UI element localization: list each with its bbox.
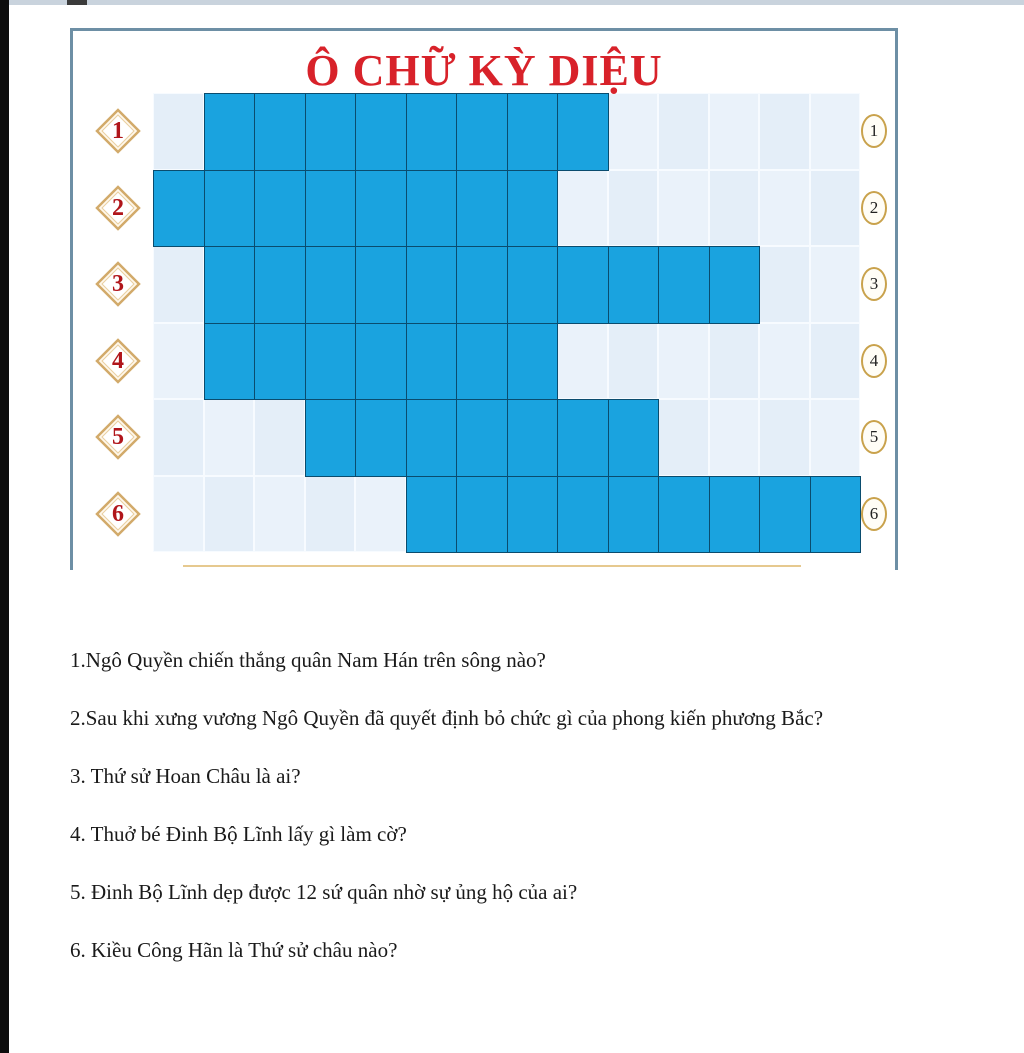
row-number-left: 2 bbox=[112, 194, 124, 221]
grid-background-cell bbox=[153, 93, 204, 170]
frame-decoration bbox=[183, 565, 801, 570]
answer-cell-row-3[interactable] bbox=[406, 246, 458, 324]
crossword-grid bbox=[73, 31, 895, 570]
row-number-badge-right[interactable]: 6 bbox=[861, 497, 887, 531]
grid-background-cell bbox=[709, 170, 760, 247]
answer-cell-row-5[interactable] bbox=[456, 399, 508, 477]
row-number-badge-right[interactable]: 3 bbox=[861, 267, 887, 301]
answer-cell-row-5[interactable] bbox=[557, 399, 609, 477]
row-number-badge-left[interactable] bbox=[95, 261, 141, 307]
answer-cell-row-1[interactable] bbox=[557, 93, 609, 171]
grid-background-cell bbox=[608, 323, 659, 400]
grid-background-cell bbox=[709, 399, 760, 476]
answer-cell-row-2[interactable] bbox=[456, 170, 508, 248]
grid-background-cell bbox=[810, 170, 861, 247]
row-number-badge-left[interactable] bbox=[95, 338, 141, 384]
grid-background-cell bbox=[759, 399, 810, 476]
grid-background-cell bbox=[305, 476, 356, 553]
answer-cell-row-3[interactable] bbox=[355, 246, 407, 324]
grid-background-cell bbox=[810, 246, 861, 323]
row-number-left: 6 bbox=[112, 500, 124, 527]
grid-background-cell bbox=[759, 323, 810, 400]
row-number-badge-left[interactable] bbox=[95, 414, 141, 460]
grid-background-cell bbox=[557, 323, 608, 400]
grid-background-cell bbox=[204, 476, 255, 553]
answer-cell-row-3[interactable] bbox=[456, 246, 508, 324]
grid-background-cell bbox=[658, 323, 709, 400]
answer-cell-row-3[interactable] bbox=[254, 246, 306, 324]
grid-background-cell bbox=[153, 323, 204, 400]
grid-background-cell bbox=[254, 476, 305, 553]
grid-background-cell bbox=[608, 93, 659, 170]
answer-cell-row-3[interactable] bbox=[557, 246, 609, 324]
grid-background-cell bbox=[709, 93, 760, 170]
row-number-badge-left[interactable] bbox=[95, 108, 141, 154]
answer-cell-row-4[interactable] bbox=[355, 323, 407, 401]
screen-edge bbox=[0, 0, 9, 1053]
answer-cell-row-2[interactable] bbox=[153, 170, 205, 248]
answer-cell-row-4[interactable] bbox=[305, 323, 357, 401]
answer-cell-row-1[interactable] bbox=[305, 93, 357, 171]
answer-cell-row-1[interactable] bbox=[355, 93, 407, 171]
row-number-badge-right[interactable]: 1 bbox=[861, 114, 887, 148]
grid-background-cell bbox=[254, 399, 305, 476]
answer-cell-row-6[interactable] bbox=[709, 476, 761, 554]
answer-cell-row-6[interactable] bbox=[507, 476, 559, 554]
answer-cell-row-1[interactable] bbox=[406, 93, 458, 171]
row-number-badge-right[interactable]: 2 bbox=[861, 191, 887, 225]
answer-cell-row-2[interactable] bbox=[355, 170, 407, 248]
grid-background-cell bbox=[759, 93, 810, 170]
answer-cell-row-2[interactable] bbox=[507, 170, 559, 248]
answer-cell-row-3[interactable] bbox=[658, 246, 710, 324]
grid-background-cell bbox=[759, 170, 810, 247]
answer-cell-row-1[interactable] bbox=[507, 93, 559, 171]
answer-cell-row-1[interactable] bbox=[204, 93, 256, 171]
answer-cell-row-5[interactable] bbox=[305, 399, 357, 477]
answer-cell-row-6[interactable] bbox=[456, 476, 508, 554]
grid-background-cell bbox=[557, 170, 608, 247]
question-1: 1.Ngô Quyền chiến thắng quân Nam Hán trên sông nào? bbox=[70, 648, 546, 672]
row-number-left: 4 bbox=[112, 347, 124, 374]
crossword-puzzle bbox=[70, 28, 898, 570]
grid-background-cell bbox=[153, 399, 204, 476]
answer-cell-row-5[interactable] bbox=[355, 399, 407, 477]
row-number-left: 3 bbox=[112, 271, 124, 298]
question-6: 6. Kiều Công Hãn là Thứ sử châu nào? bbox=[70, 938, 398, 962]
puzzle-title: Ô CHỮ KỲ DIỆU bbox=[305, 46, 663, 95]
answer-cell-row-3[interactable] bbox=[507, 246, 559, 324]
grid-background-cell bbox=[608, 170, 659, 247]
answer-cell-row-3[interactable] bbox=[204, 246, 256, 324]
answer-cell-row-4[interactable] bbox=[456, 323, 508, 401]
row-number-badge-right[interactable]: 5 bbox=[861, 420, 887, 454]
answer-cell-row-6[interactable] bbox=[557, 476, 609, 554]
answer-cell-row-5[interactable] bbox=[608, 399, 660, 477]
question-5: 5. Đinh Bộ Lĩnh dẹp được 12 sứ quân nhờ sự ủng hộ của ai? bbox=[70, 880, 578, 904]
answer-cell-row-5[interactable] bbox=[406, 399, 458, 477]
grid-background-cell bbox=[658, 399, 709, 476]
grid-background-cell bbox=[153, 476, 204, 553]
grid-background-cell bbox=[810, 93, 861, 170]
grid-background-cell bbox=[355, 476, 406, 553]
row-number-left: 1 bbox=[112, 118, 124, 145]
answer-cell-row-3[interactable] bbox=[608, 246, 660, 324]
answer-cell-row-6[interactable] bbox=[810, 476, 862, 554]
answer-cell-row-2[interactable] bbox=[406, 170, 458, 248]
grid-background-cell bbox=[709, 323, 760, 400]
grid-background-cell bbox=[810, 323, 861, 400]
row-number-left: 5 bbox=[112, 424, 124, 451]
row-number-badge-left[interactable] bbox=[95, 185, 141, 231]
answer-cell-row-2[interactable] bbox=[305, 170, 357, 248]
answer-cell-row-6[interactable] bbox=[608, 476, 660, 554]
answer-cell-row-6[interactable] bbox=[658, 476, 710, 554]
question-2: 2.Sau khi xưng vương Ngô Quyền đã quyết định bỏ chức gì của phong kiến phương Bắc? bbox=[70, 706, 824, 730]
grid-background-cell bbox=[153, 246, 204, 323]
answer-cell-row-3[interactable] bbox=[709, 246, 761, 324]
answer-cell-row-4[interactable] bbox=[507, 323, 559, 401]
question-3: 3. Thứ sử Hoan Châu là ai? bbox=[70, 764, 301, 788]
answer-cell-row-1[interactable] bbox=[456, 93, 508, 171]
answer-cell-row-2[interactable] bbox=[204, 170, 256, 248]
grid-background-cell bbox=[204, 399, 255, 476]
answer-cell-row-1[interactable] bbox=[254, 93, 306, 171]
answer-cell-row-4[interactable] bbox=[204, 323, 256, 401]
answer-cell-row-6[interactable] bbox=[406, 476, 458, 554]
grid-background-cell bbox=[658, 93, 709, 170]
row-number-badge-right[interactable]: 4 bbox=[861, 344, 887, 378]
answer-cell-row-4[interactable] bbox=[406, 323, 458, 401]
grid-background-cell bbox=[658, 170, 709, 247]
grid-background-cell bbox=[759, 246, 810, 323]
row-number-badge-left[interactable] bbox=[95, 491, 141, 537]
answer-cell-row-2[interactable] bbox=[254, 170, 306, 248]
answer-cell-row-6[interactable] bbox=[759, 476, 811, 554]
answer-cell-row-5[interactable] bbox=[507, 399, 559, 477]
answer-cell-row-3[interactable] bbox=[305, 246, 357, 324]
question-4: 4. Thuở bé Đinh Bộ Lĩnh lấy gì làm cờ? bbox=[70, 822, 407, 846]
top-strip bbox=[9, 0, 1024, 5]
grid-background-cell bbox=[810, 399, 861, 476]
answer-cell-row-4[interactable] bbox=[254, 323, 306, 401]
